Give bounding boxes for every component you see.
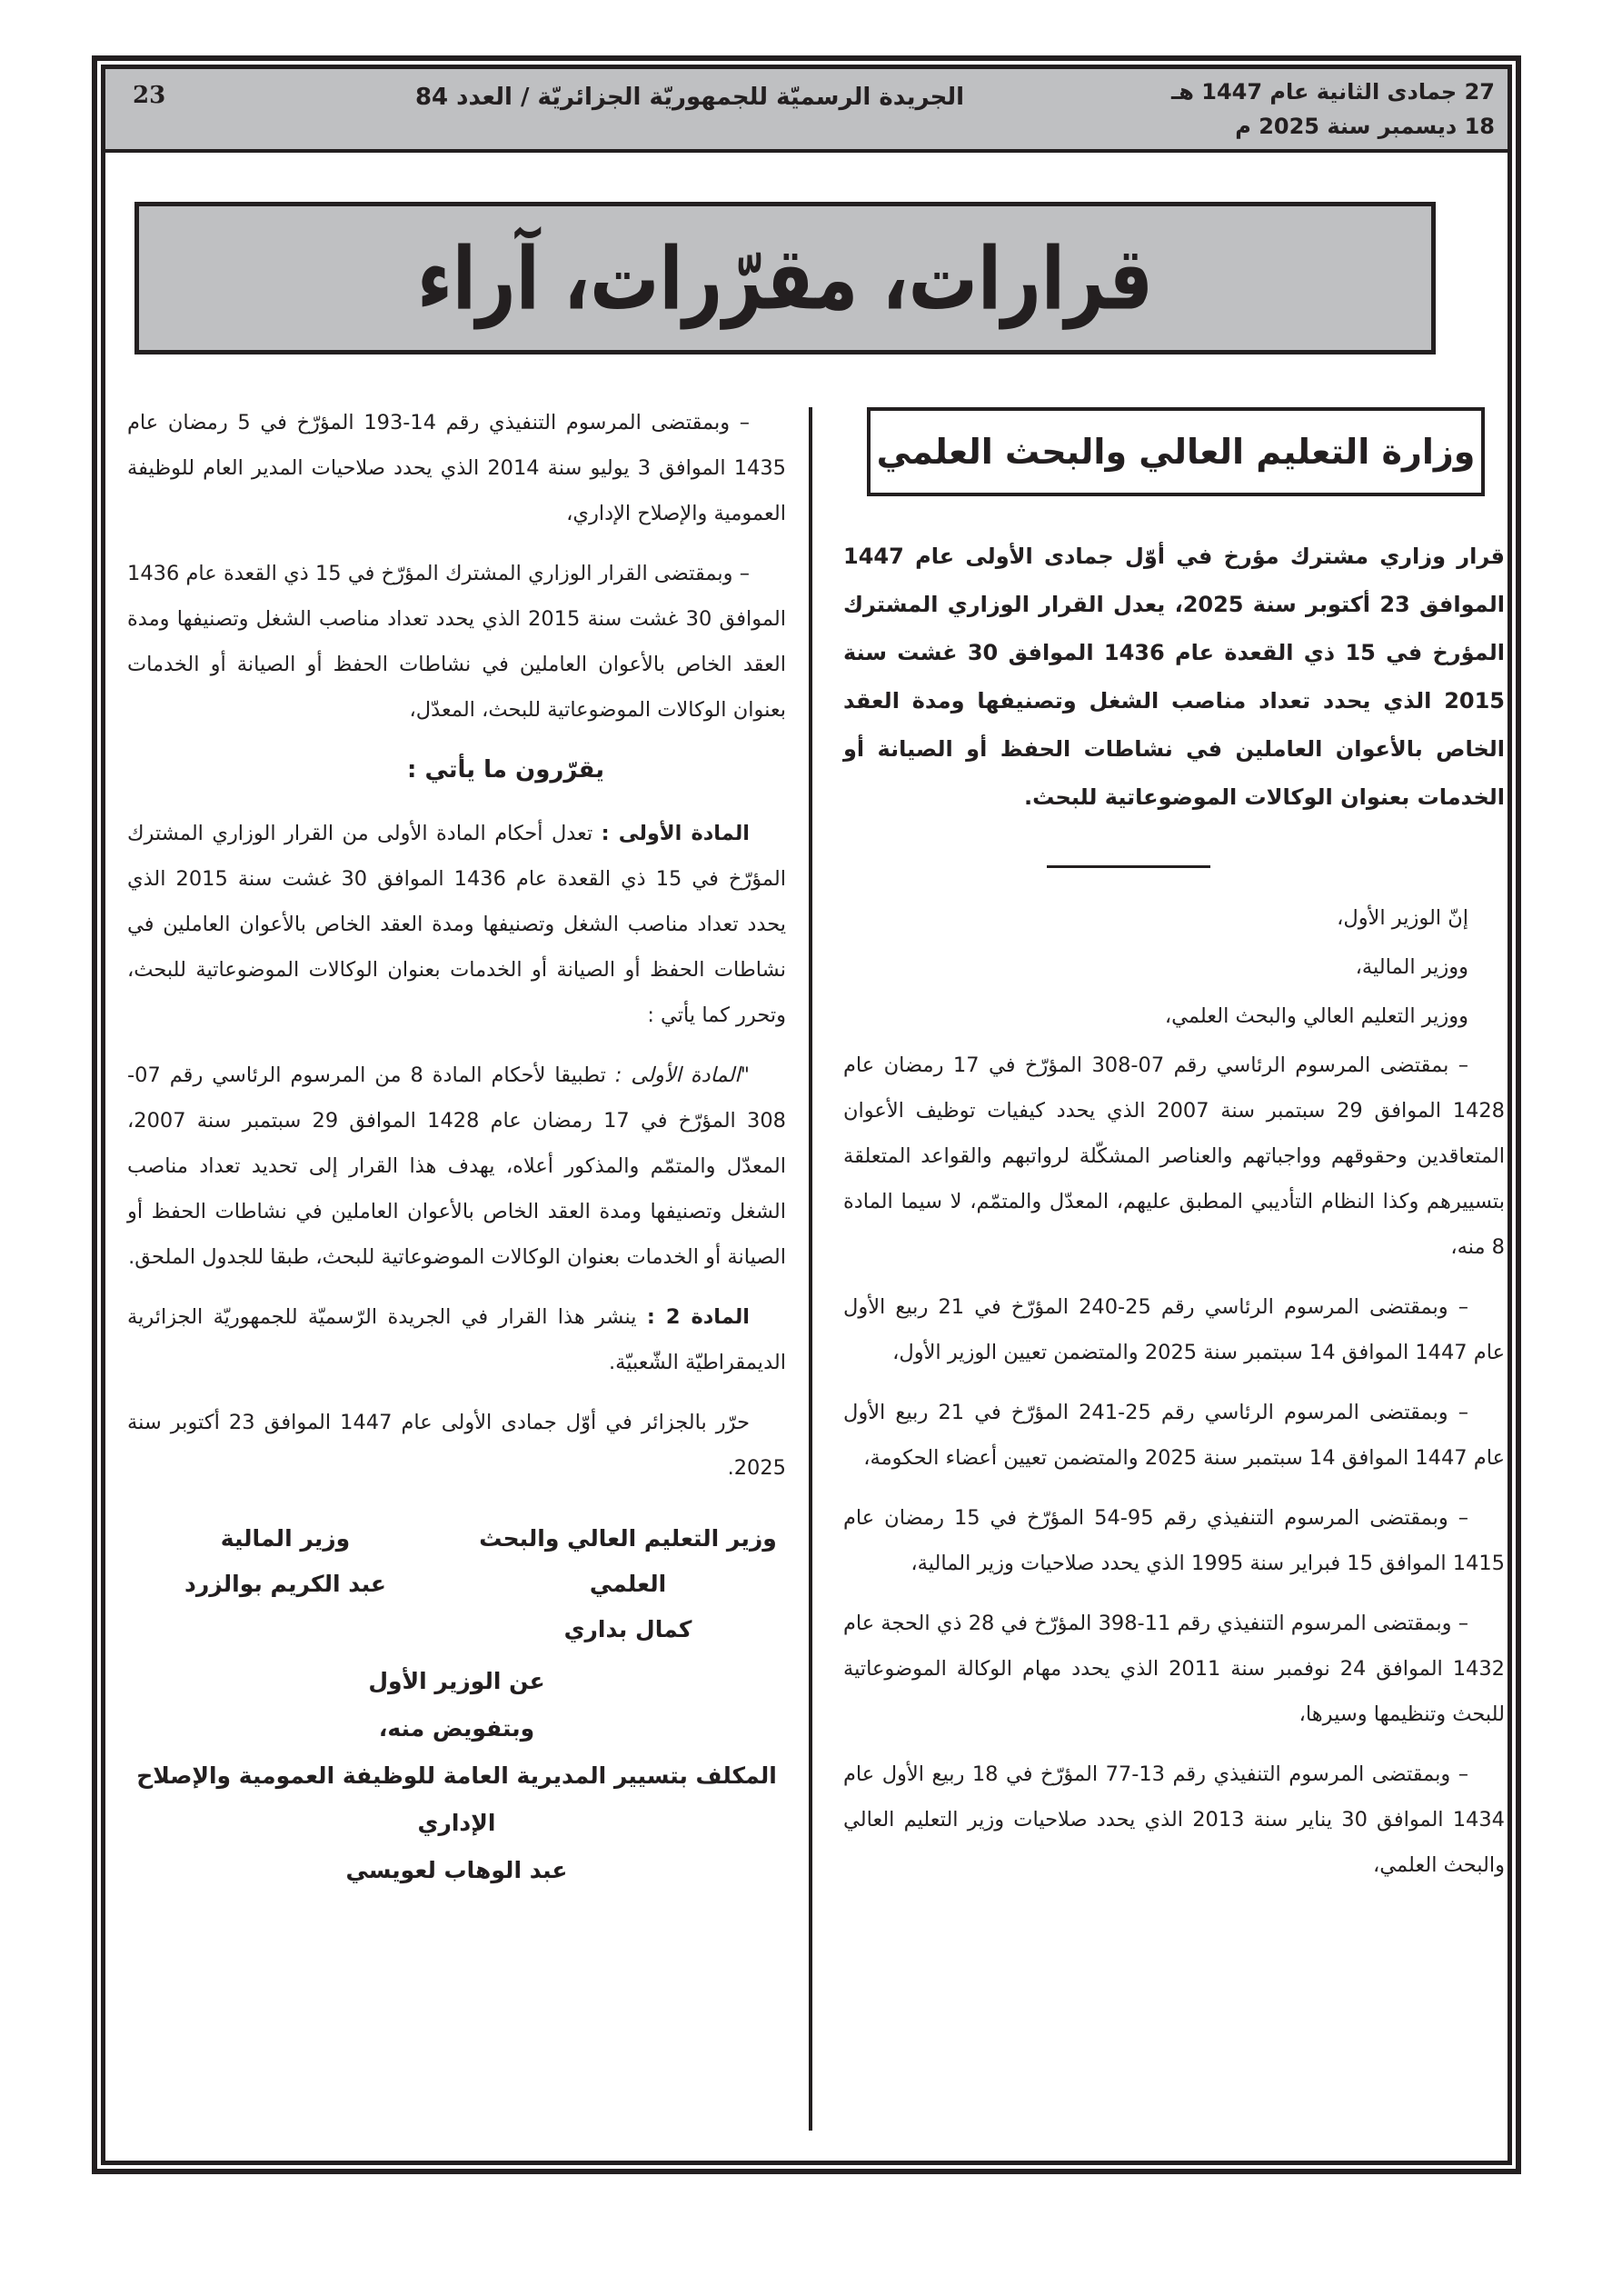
clause: – بمقتضى المرسوم الرئاسي رقم 07-308 المؤرّخ في 17 رمضان عام 1428 الموافق 29 سبتمبر سنة 2007 الذي يحدد كيفيات توظيف الأعوان المتعاقدين وحقوقهم وواجباتهم والعناصر المشكّلة لرواتبهم والقواعد المتعلقة بتسييرهم وكذا النظام التأديبي المطبق عليهم، المعدّل والمتمّم، لا سيما المادة 8 منه، [843, 1053, 1505, 1259]
clause: – وبمقتضى المرسوم الرئاسي رقم 25-241 المؤرّخ في 21 ربيع الأول عام 1447 الموافق 14 سبتمبر سنة 2025 والمتضمن تعيين أعضاء الحكومة، [843, 1401, 1505, 1470]
signature-higher-education [470, 1516, 786, 1652]
article-1-text: تعدل أحكام المادة الأولى من القرار الوزاري المشترك المؤرّخ في 15 ذي القعدة عام 1436 الموافق 30 غشت سنة 2015 الذي يحدد تعداد مناصب الشغل وتصنيفها ومدة العقد الخاص بالأعوان العاملين في نشاطات الحفظ أو الصيانة أو الخدمات بعنوان الوكالات الموضوعاتية للبحث، وتحرر كما يأتي : [127, 822, 787, 1027]
ministry-heading-box [867, 407, 1485, 496]
section-title-box [134, 202, 1436, 354]
signatory-title: وزير المالية [220, 1525, 351, 1552]
gazette-title: الجريدة الرسميّة للجمهوريّة الجزائريّة / العدد 84 [414, 84, 965, 111]
hijri-date: 27 جمادى الثانية عام 1447 هـ [1171, 79, 1495, 105]
separator-rule [1047, 865, 1210, 868]
article-2 [127, 1294, 786, 1385]
pm-delegate-name: عبد الوهاب لعويسي [345, 1857, 568, 1883]
done-at: حرّر بالجزائر في أوّل جمادى الأولى عام 1447 الموافق 23 أكتوبر سنة 2025. [127, 1411, 786, 1480]
header-dates [1104, 75, 1495, 144]
preamble-line: إنّ الوزير الأول، [1337, 906, 1468, 930]
pm-delegation-line: عن الوزير الأول [368, 1668, 545, 1694]
signature-prime-minister [127, 1658, 786, 1894]
preamble-line: ووزير المالية، [1355, 955, 1468, 979]
decision-title: قرار وزاري مشترك مؤرخ في أوّل جمادى الأولى عام 1447 الموافق 23 أكتوبر سنة 2025، يعدل القرار الوزاري المشترك المؤرخ في 15 ذي القعدة عام 1436 الموافق 30 غشت سنة 2015 الذي يحدد تعداد مناصب الشغل وتصنيفها ومدة العقد الخاص بالأعوان العاملين في نشاطات الحفظ أو الصيانة أو الخدمات بعنوان الوكالات الموضوعاتية للبحث. [843, 544, 1505, 810]
preamble-line: ووزير التعليم العالي والبحث العلمي، [1164, 1004, 1468, 1028]
article-1 [127, 811, 786, 1038]
pm-delegation-line: وبتفويض منه، [378, 1715, 535, 1742]
article-2-text: ينشر هذا القرار في الجريدة الرّسميّة للجمهوريّة الجزائرية الديمقراطيّة الشّعبيّة. [127, 1305, 786, 1374]
decide-heading: يقرّرون ما يأتي : [407, 756, 604, 784]
signatures-row [127, 1516, 786, 1652]
gazette-header [105, 69, 1508, 153]
clause: – وبمقتضى المرسوم التنفيذي رقم 95-54 المؤرّخ في 15 رمضان عام 1415 الموافق 15 فبراير سنة 1995 الذي يحدد صلاحيات وزير المالية، [843, 1506, 1505, 1575]
right-column [843, 400, 1505, 1902]
article-1-label: المادة الأولى : [601, 822, 750, 845]
signature-finance [127, 1516, 443, 1607]
signatory-name: كمال بداري [563, 1616, 692, 1642]
pm-delegate-role: المكلف بتسيير المديرية العامة للوظيفة العمومية والإصلاح الإداري [136, 1762, 777, 1836]
clause: – وبمقتضى القرار الوزاري المشترك المؤرّخ في 15 ذي القعدة عام 1436 الموافق 30 غشت سنة 2015 الذي يحدد تعداد مناصب الشغل وتصنيفها ومدة العقد الخاص بالأعوان العاملين في نشاطات الحفظ أو الصيانة أو الخدمات بعنوان الوكالات الموضوعاتية للبحث، المعدّل، [127, 562, 786, 722]
clause: – وبمقتضى المرسوم التنفيذي رقم 11-398 المؤرّخ في 28 ذي الحجة عام 1432 الموافق 24 نوفمبر سنة 2011 الذي يحدد مهام الوكالة الموضوعاتية للبحث وتنظيمها وسيرها، [843, 1612, 1505, 1726]
clause: – وبمقتضى المرسوم التنفيذي رقم 13-77 المؤرّخ في 18 ربيع الأول عام 1434 الموافق 30 يناير سنة 2013 الذي يحدد صلاحيات وزير التعليم العالي والبحث العلمي، [843, 1762, 1505, 1877]
quoted-article-text: تطبيقا لأحكام المادة 8 من المرسوم الرئاسي رقم 07-308 المؤرّخ في 17 رمضان عام 1428 الموافق 29 سبتمبر سنة 2007، المعدّل والمتمّم والمذكور أعلاه، يهدف هذا القرار إلى تحديد تعداد مناصب الشغل وتصنيفها ومدة العقد الخاص بالأعوان العاملين في نشاطات الحفظ أو الصيانة أو الخدمات بعنوان الوكالات الموضوعاتية للبحث، طبقا للجدول الملحق. [127, 1063, 786, 1269]
gregorian-date: 18 ديسمبر سنة 2025 م [1235, 114, 1495, 139]
quoted-article-label: "المادة الأولى : [614, 1063, 750, 1087]
quoted-article [127, 1053, 786, 1280]
left-column [127, 400, 786, 1894]
page-number: 23 [133, 82, 166, 109]
clause: – وبمقتضى المرسوم التنفيذي رقم 14-193 المؤرّخ في 5 رمضان عام 1435 الموافق 3 يوليو سنة 2014 الذي يحدد صلاحيات المدير العام للوظيفة العمومية والإصلاح الإداري، [127, 411, 786, 525]
signatory-title: وزير التعليم العالي والبحث العلمي [479, 1525, 777, 1597]
column-divider [809, 407, 812, 2131]
article-2-label: المادة 2 : [646, 1305, 751, 1329]
signatory-name: عبد الكريم بوالزرد [184, 1571, 386, 1597]
ministry-heading: وزارة التعليم العالي والبحث العلمي [876, 432, 1476, 472]
section-title: قرارات، مقرّرات، آراء [417, 227, 1153, 329]
clause: – وبمقتضى المرسوم الرئاسي رقم 25-240 المؤرّخ في 21 ربيع الأول عام 1447 الموافق 14 سبتمبر سنة 2025 والمتضمن تعيين الوزير الأول، [843, 1295, 1505, 1364]
